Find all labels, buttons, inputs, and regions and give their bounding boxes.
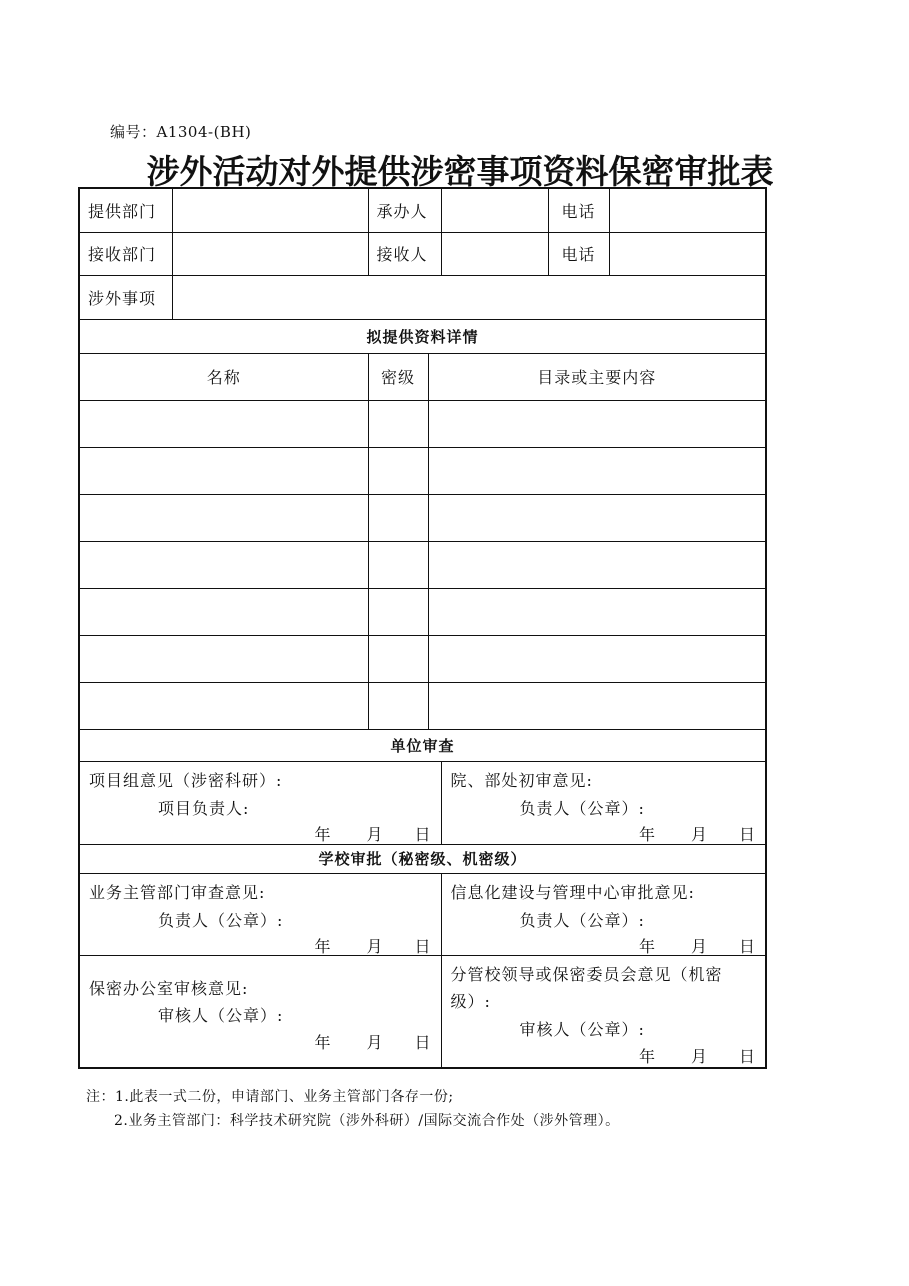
form-notes	[86, 1085, 620, 1133]
details-section-row	[79, 319, 766, 353]
date-line	[639, 1044, 755, 1067]
school-approval-section-title: 学校审批（秘密级、机密级）	[79, 844, 766, 873]
detail-row	[79, 635, 766, 682]
foreign-matter-row	[79, 275, 766, 319]
detail-name-cell[interactable]	[79, 682, 368, 729]
approval-form-table	[78, 187, 767, 1069]
month-label: 月	[690, 824, 707, 844]
secrecy-office-opinion-cell[interactable]	[79, 955, 441, 1068]
school-approval-row-2	[79, 955, 766, 1068]
year-label: 年	[638, 824, 655, 844]
receiver-field[interactable]	[441, 232, 548, 275]
month-label: 月	[366, 1032, 383, 1052]
date-line	[314, 822, 430, 845]
detail-row	[79, 447, 766, 494]
phone-field-1[interactable]	[609, 188, 766, 232]
day-label: 日	[739, 936, 756, 955]
detail-content-cell[interactable]	[428, 682, 766, 729]
receiver-label: 接收人	[368, 232, 441, 275]
year-label: 年	[638, 1046, 655, 1066]
day-label: 日	[739, 1046, 756, 1066]
provide-dept-label: 提供部门	[79, 188, 172, 232]
school-leader-sign: 审核人（公章）:	[519, 1019, 645, 1039]
year-label: 年	[314, 936, 331, 955]
handler-label: 承办人	[368, 188, 441, 232]
college-review-sign: 负责人（公章）:	[519, 798, 645, 818]
biz-dept-opinion-cell[interactable]	[79, 873, 441, 955]
day-label: 日	[414, 824, 431, 844]
day-label: 日	[739, 824, 756, 844]
detail-content-cell[interactable]	[428, 588, 766, 635]
secrecy-office-sign: 审核人（公章）:	[158, 1005, 284, 1025]
month-label: 月	[690, 1046, 707, 1066]
project-group-opinion-title: 项目组意见（涉密科研）:	[89, 770, 283, 790]
detail-content-cell[interactable]	[428, 400, 766, 447]
date-line	[314, 1030, 430, 1053]
detail-level-cell[interactable]	[368, 494, 428, 541]
details-section-title: 拟提供资料详情	[79, 319, 766, 353]
unit-review-section-row	[79, 729, 766, 761]
provide-dept-field[interactable]	[172, 188, 368, 232]
biz-dept-sign: 负责人（公章）:	[158, 910, 284, 930]
day-label: 日	[414, 1032, 431, 1052]
col-content-header: 目录或主要内容	[428, 353, 766, 400]
detail-level-cell[interactable]	[368, 400, 428, 447]
detail-row	[79, 494, 766, 541]
school-approval-row-1	[79, 873, 766, 955]
detail-content-cell[interactable]	[428, 635, 766, 682]
project-group-opinion-cell[interactable]	[79, 761, 441, 844]
unit-review-row	[79, 761, 766, 844]
col-name-header: 名称	[79, 353, 368, 400]
detail-level-cell[interactable]	[368, 447, 428, 494]
school-leader-opinion-title-line2: 级）:	[450, 991, 491, 1011]
school-approval-section-row	[79, 844, 766, 873]
form-title: 涉外活动对外提供涉密事项资料保密审批表	[146, 152, 774, 191]
info-center-opinion-title: 信息化建设与管理中心审批意见:	[450, 882, 695, 902]
handler-field[interactable]	[441, 188, 548, 232]
detail-level-cell[interactable]	[368, 635, 428, 682]
detail-level-cell[interactable]	[368, 682, 428, 729]
details-header-row	[79, 353, 766, 400]
day-label: 日	[414, 936, 431, 955]
col-level-header: 密级	[368, 353, 428, 400]
unit-review-section-title: 单位审查	[79, 729, 766, 761]
detail-row	[79, 682, 766, 729]
detail-name-cell[interactable]	[79, 447, 368, 494]
phone-field-2[interactable]	[609, 232, 766, 275]
receive-dept-field[interactable]	[172, 232, 368, 275]
detail-row	[79, 400, 766, 447]
detail-row	[79, 588, 766, 635]
year-label: 年	[638, 936, 655, 955]
detail-content-cell[interactable]	[428, 447, 766, 494]
month-label: 月	[366, 824, 383, 844]
detail-name-cell[interactable]	[79, 494, 368, 541]
foreign-matter-label: 涉外事项	[79, 275, 172, 319]
detail-name-cell[interactable]	[79, 588, 368, 635]
school-leader-opinion-cell[interactable]	[441, 955, 766, 1068]
foreign-matter-field[interactable]	[172, 275, 766, 319]
detail-name-cell[interactable]	[79, 400, 368, 447]
biz-dept-opinion-title: 业务主管部门审查意见:	[89, 882, 266, 902]
info-center-sign: 负责人（公章）:	[519, 910, 645, 930]
year-label: 年	[314, 1032, 331, 1052]
form-code: 编号：A1304-(BH)	[110, 123, 252, 141]
year-label: 年	[314, 824, 331, 844]
college-review-opinion-title: 院、部处初审意见:	[450, 770, 593, 790]
month-label: 月	[690, 936, 707, 955]
school-leader-opinion-title-line1: 分管校领导或保密委员会意见（机密	[450, 964, 723, 984]
detail-content-cell[interactable]	[428, 541, 766, 588]
provider-row	[79, 188, 766, 232]
receiver-row	[79, 232, 766, 275]
project-leader-sign: 项目负责人:	[158, 798, 250, 818]
info-center-opinion-cell[interactable]	[441, 873, 766, 955]
receive-dept-label: 接收部门	[79, 232, 172, 275]
detail-name-cell[interactable]	[79, 635, 368, 682]
date-line	[639, 822, 755, 845]
detail-level-cell[interactable]	[368, 588, 428, 635]
detail-name-cell[interactable]	[79, 541, 368, 588]
phone-label-1: 电话	[548, 188, 609, 232]
date-line	[314, 934, 430, 956]
secrecy-office-opinion-title: 保密办公室审核意见:	[89, 978, 249, 998]
detail-level-cell[interactable]	[368, 541, 428, 588]
phone-label-2: 电话	[548, 232, 609, 275]
detail-content-cell[interactable]	[428, 494, 766, 541]
note-line-1: 注：1.此表一式二份，申请部门、业务主管部门各存一份;	[86, 1089, 454, 1105]
month-label: 月	[366, 936, 383, 955]
date-line	[639, 934, 755, 956]
note-line-2: 2.业务主管部门：科学技术研究院（涉外科研）/国际交流合作处（涉外管理）。	[114, 1113, 620, 1129]
detail-row	[79, 541, 766, 588]
college-review-opinion-cell[interactable]	[441, 761, 766, 844]
